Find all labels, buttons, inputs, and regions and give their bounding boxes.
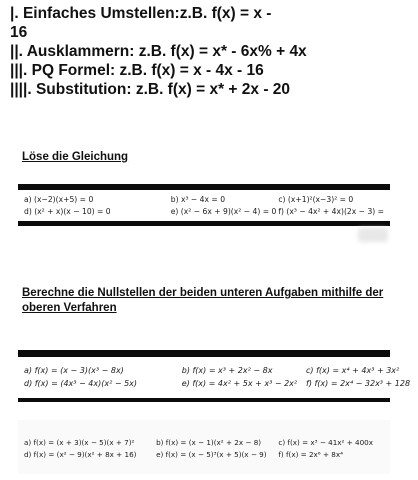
equation-d: d) (x² + x)(x − 10) = 0 <box>24 207 111 216</box>
equation-f: f) (x³ − 4x² + 4x)(2x − 3) = <box>278 207 385 216</box>
function-f: f) f(x) = 2x⁴ − 32x³ + 128 <box>306 379 411 388</box>
function-d: d) f(x) = (x² − 9)(x² + 8x + 16) <box>24 450 137 459</box>
equations-row-2 <box>24 207 386 216</box>
equation-c: c) (x+1)²(x−3)² = 0 <box>278 195 354 204</box>
functions-strip-2 <box>18 420 390 474</box>
functions2-row-1 <box>24 438 386 447</box>
equations-row-1 <box>24 195 386 204</box>
equation-e: e) (x² − 6x + 9)(x² − 4) = 0 <box>170 207 277 216</box>
heading-solve-equation: Löse die Gleichung <box>22 151 129 163</box>
equation-b: b) x³ − 4x = 0 <box>170 195 226 204</box>
function-c: c) f(x) = x³ − 41x² + 400x <box>278 438 373 447</box>
strip-border-bottom <box>18 398 390 402</box>
strip-border-bottom <box>18 221 390 226</box>
strip-border-top <box>18 184 390 190</box>
strip-border-top <box>18 350 390 357</box>
methods-list <box>10 4 410 99</box>
heading-calculate-zeros: Berechne die Nullstellen der beiden unteren Aufgaben mithilfe der oberen Verfahren <box>22 287 384 314</box>
functions2-row-2 <box>24 450 386 459</box>
method-4: ||||. Substitution: z.B. f(x) = x* + 2x - 20 <box>10 81 291 98</box>
method-2: ||. Ausklammern: z.B. f(x) = x* - 6x% + 4x <box>10 43 307 60</box>
function-f: f) f(x) = 2x⁶ + 8x⁴ <box>278 450 343 459</box>
method-1-cont: 16 <box>10 24 28 41</box>
functions-strip-1 <box>18 350 411 402</box>
function-a: a) f(x) = (x + 3)(x − 5)(x + 7)² <box>24 438 135 447</box>
function-a: a) f(x) = (x − 3)(x³ − 8x) <box>24 366 124 375</box>
method-1: |. Einfaches Umstellen:z.B. f(x) = x - <box>10 5 272 22</box>
function-e: e) f(x) = 4x² + 5x + x³ − 2x² <box>181 379 298 388</box>
equation-a: a) (x−2)(x+5) = 0 <box>24 195 94 204</box>
function-c: c) f(x) = x⁴ + 4x³ + 3x² <box>306 366 400 375</box>
functions1-row-1 <box>24 366 400 375</box>
function-b: b) f(x) = (x − 1)(x² + 2x − 8) <box>156 438 262 447</box>
function-b: b) f(x) = x³ + 2x² − 8x <box>181 366 273 375</box>
functions1-row-2 <box>24 379 411 388</box>
function-e: e) f(x) = (x − 5)³(x + 5)(x − 9) <box>156 450 267 459</box>
function-d: d) f(x) = (4x³ − 4x)(x² − 5x) <box>24 379 138 388</box>
blur-artifact <box>358 228 388 242</box>
method-3: |||. PQ Formel: z.B. f(x) = x - 4x - 16 <box>10 62 264 79</box>
equations-strip <box>18 184 390 226</box>
